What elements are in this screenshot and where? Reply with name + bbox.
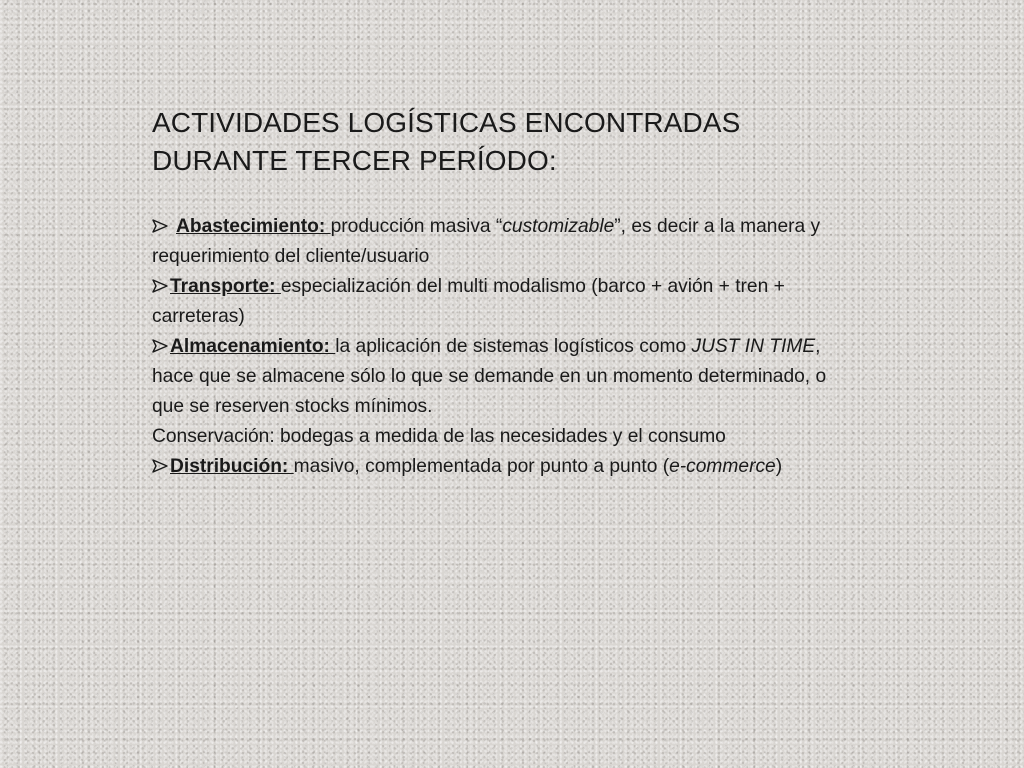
item-text: producción masiva “ [330, 216, 503, 237]
item-text: masivo, complementada por punto a punto ( [293, 456, 670, 477]
item-text: ) [775, 456, 783, 477]
arrow-bullet-icon [152, 279, 168, 293]
arrow-bullet-icon [152, 219, 168, 233]
item-label: Transporte: [170, 276, 281, 297]
slide-title: ACTIVIDADES LOGÍSTICAS ENCONTRADAS DURANTE TERCER PERÍODO: [152, 107, 741, 176]
arrow-bullet-icon [152, 459, 168, 473]
item-italic-text: JUST IN TIME [691, 336, 816, 357]
item-label: Distribución: [170, 456, 294, 477]
list-item-distribucion [152, 452, 852, 482]
arrow-bullet-icon [152, 339, 168, 353]
item-label: Almacenamiento: [170, 336, 336, 357]
item-text: ”, es decir a la manera y requerimiento del cliente/usuario [152, 216, 821, 267]
item-italic-text: customizable [502, 216, 615, 237]
list-item-transporte [152, 272, 852, 332]
item-label: Abastecimiento: [176, 216, 331, 237]
item-text: , hace que se almacene sólo lo que se demande en un momento determinado, o que se reserven stocks mínimos. [152, 336, 827, 417]
list-item-conservacion [152, 422, 852, 452]
item-text: Conservación: bodegas a medida de las necesidades y el consumo [152, 426, 726, 447]
item-text: la aplicación de sistemas logísticos como [335, 336, 692, 357]
slide-body [152, 212, 852, 482]
item-italic-text: e-commerce [669, 456, 776, 477]
list-item-almacenamiento [152, 332, 852, 422]
item-text: especialización del multi modalismo (barco + avión + tren + carreteras) [152, 276, 785, 327]
list-item-abastecimiento [152, 212, 852, 272]
